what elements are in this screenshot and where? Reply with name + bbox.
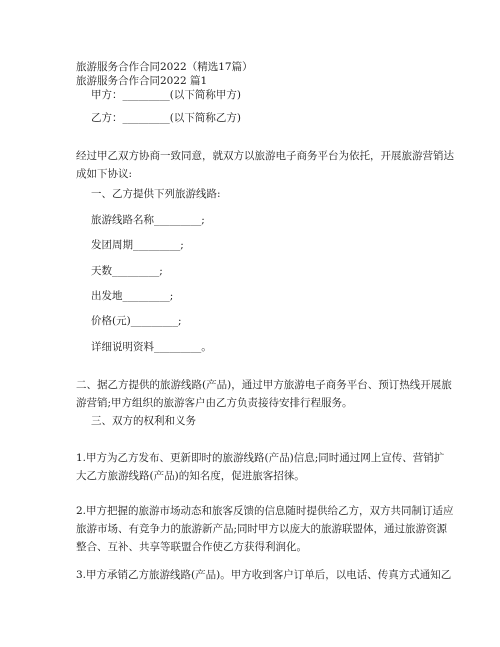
section1-heading: 一、乙方提供下列旅游线路: (91, 188, 221, 200)
item3-line: 3.甲方承销乙方旅游线路(产品)。甲方收到客户订单后，以电话、传真方式通知乙 (76, 569, 452, 581)
field-details: 详细说明资料_________。 (91, 341, 212, 353)
intro-paragraph (76, 147, 454, 183)
party-a-line: 甲方：_________(以下简称甲方) (91, 89, 241, 101)
party-b-line: 乙方：_________(以下简称乙方) (91, 112, 241, 124)
item3-paragraph (76, 566, 452, 584)
field-days: 天数_________; (91, 265, 163, 277)
section2-line: 游营销;甲方组织的旅游客户由乙方负责接待安排行程服务。 (76, 397, 353, 409)
item1-line: 1.甲方为乙方发布、更新即时的旅游线路(产品)信息;同时通过网上宣传、营销扩 (76, 452, 445, 464)
item2-line: 2.甲方把握的旅游市场动态和旅客反馈的信息随时提供给乙方，双方共同制订适应 (76, 505, 454, 517)
section2-paragraph (76, 376, 452, 412)
field-departure-cycle: 发团周期_________; (91, 239, 184, 251)
item2-paragraph (76, 502, 454, 556)
section2-line: 二、据乙方提供的旅游线路(产品)，通过甲方旅游电子商务平台、预订热线开展旅 (76, 379, 452, 391)
item2-line: 整合、互补、共享等联盟合作使乙方获得利润化。 (76, 541, 307, 553)
field-price: 价格(元)_________; (91, 315, 182, 327)
item2-line: 旅游市场、有竞争力的旅游新产品;同时甲方以庞大的旅游联盟体，通过旅游资源 (76, 523, 448, 535)
item1-line: 大乙方旅游线路(产品)的知名度，促进旅客招徕。 (76, 470, 305, 482)
intro-line: 成如下协议: (76, 168, 133, 180)
intro-line: 经过甲乙双方协商一致同意，就双方以旅游电子商务平台为依托，开展旅游营销达 (76, 150, 454, 162)
item1-paragraph (76, 449, 445, 485)
field-departure-place: 出发地_________; (91, 290, 174, 302)
field-route-name: 旅游线路名称_________; (91, 214, 205, 226)
section3-heading: 三、双方的权利和义务 (91, 415, 196, 427)
document-title: 旅游服务合作合同2022（精选17篇） (76, 61, 253, 73)
document-subtitle: 旅游服务合作合同2022 篇1 (76, 75, 208, 87)
